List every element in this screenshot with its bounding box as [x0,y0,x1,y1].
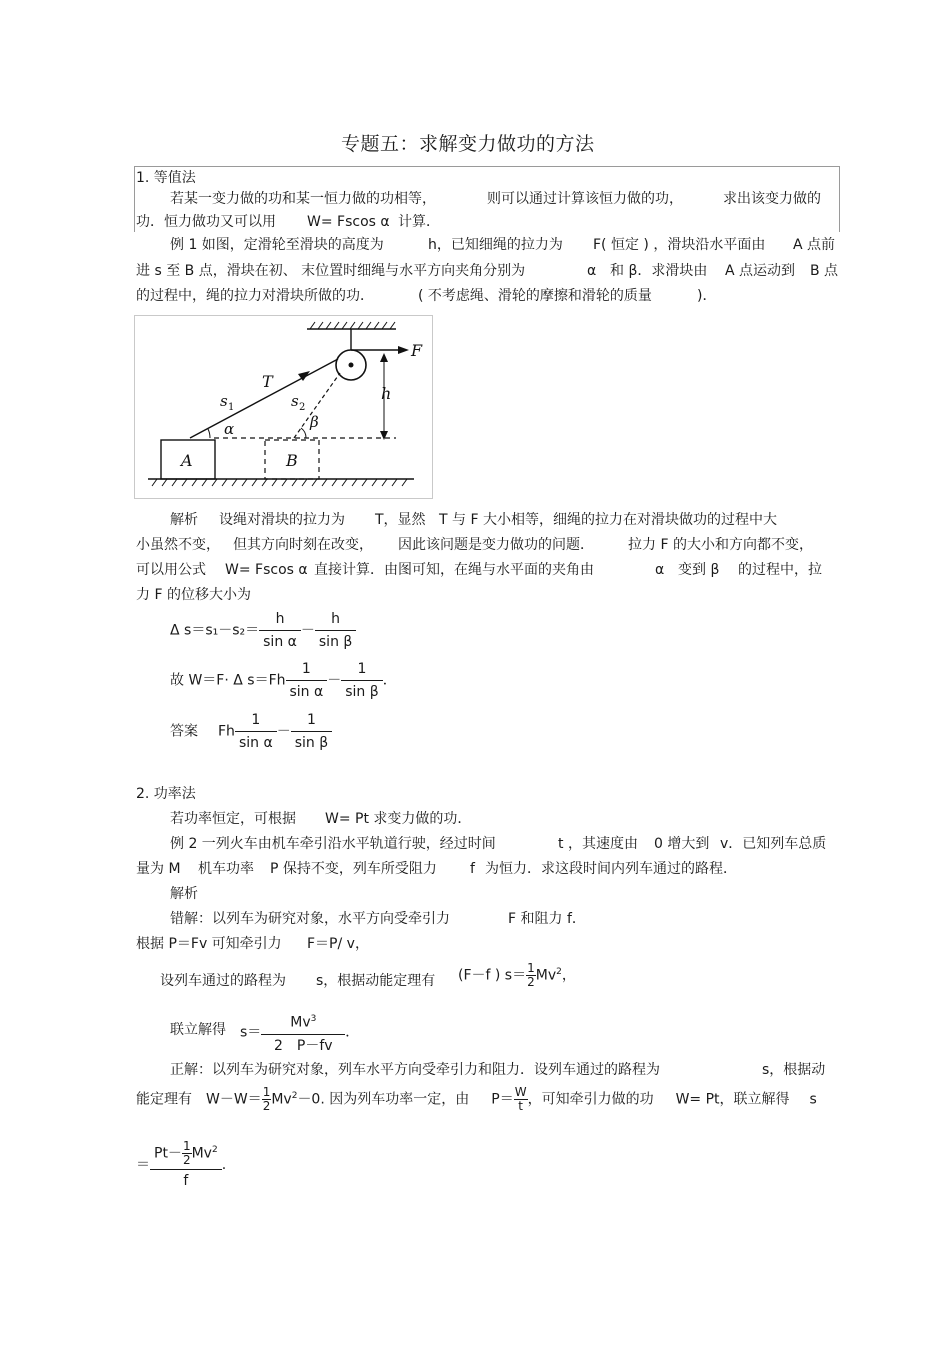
ans-frac2: $\frac{1}{\text{sin β}}$ [291,711,332,752]
sol1-i: 可以用公式 [136,562,206,578]
ex1-g: 和 β．求滑块由 [610,263,708,279]
wrong-f: s，根据动能定理有 [316,973,436,989]
s1-p1-d: 功．恒力做功又可以用 [136,214,276,230]
wrong-g-frac: $\frac{1}{2}$ [527,961,535,989]
label-F: F [411,341,423,360]
ex2-i: 为恒力．求这段时间内列车通过的路程． [485,861,737,877]
sol1-l: α [655,562,665,578]
wrong-a: 错解：以列车为研究对象，水平方向受牵引力 [170,911,450,927]
eq1-frac1: $\frac{h}{\text{sin α}}$ [259,610,301,651]
wrong-b: F 和阻力 f． [508,911,586,927]
ex2-e: 量为 M [136,861,181,877]
ex1-h: A 点运动到 [725,263,796,279]
wrong-d: F＝P/ v， [307,936,369,952]
box-top-line [134,166,840,167]
ex2-d: v．已知列车总质 [720,836,827,852]
sol1-f: 但其方向时刻在改变， [233,537,373,553]
final-inner-frac: $\frac{1}{2}$ [182,1139,191,1167]
right-d-frac: $\frac{1}{2}$ [262,1085,271,1113]
ex1-d: A 点前 [793,237,836,253]
ex1-j: 的过程中，绳的拉力对滑块所做的功． [136,288,374,304]
eq2: 故 W＝F· Δ s＝Fh $\frac{1}{\text{sin α}}$ － $\frac{1}{\text{sin β}}$ ． [170,661,397,700]
label-T: T [262,372,273,391]
eq1-lhs: Δ s＝s₁－s₂＝ [170,622,260,639]
sol1-n: 的过程中，拉 [738,562,822,578]
answer1: 答案 Fh $\frac{1}{\text{sin α}}$ － $\frac{1}{\text{sin β}}$ [170,711,332,752]
final-eq: ＝ Pt－ $\frac{1}{2}$ Mv$^2$ f . [136,1139,227,1189]
wrong-g-eq: (F－f ) s＝ $\frac{1}{2}$ Mv$^2$， [458,961,576,989]
sol1-g: 因此该问题是变力做功的问题． [398,537,594,553]
sol1-e: 小虽然不变， [136,537,220,553]
label-h: h [381,384,392,403]
wrong-c: 根据 P＝Fv 可知牵引力 [136,936,282,952]
ex2-h: f [470,861,475,877]
pulley-axle [349,363,354,368]
right-e-frac: $\frac{W}{t}$ [514,1085,527,1113]
eq2-frac1: $\frac{1}{\text{sin α}}$ [286,660,328,701]
label-B: B [286,451,298,470]
ex2-c: 0 增大到 [654,836,710,852]
right-b: s，根据动 [762,1062,826,1078]
label-beta: β [310,413,319,431]
box-left-line [134,166,135,232]
ex2-a: 例 2 一列火车由机车牵引沿水平轨道行驶，经过时间 [170,836,496,852]
s1-p1-e: W= Fscos α [307,214,390,230]
ex1-i: B 点 [810,263,839,279]
ex1-b: h，已知细绳的拉力为 [428,237,563,253]
ex1-a: 例 1 如图，定滑轮至滑块的高度为 [170,237,384,253]
label-s1: s [220,392,228,410]
label-s2: s [291,392,299,410]
s1-p1-a: 若某一变力做的功和某一恒力做的功相等， [170,191,436,207]
sol1-a: 解析 [170,512,198,528]
ex1-c: F( 恒定 ) ，滑块沿水平面由 [593,237,766,253]
s2-p1-b: W= Pt 求变力做的功． [325,811,472,827]
page-title: 专题五：求解变力做功的方法 [341,133,595,155]
sol1-h: 拉力 F 的大小和方向都不变， [628,537,813,553]
s1-p1-c: 求出该变力做的 [723,191,821,207]
section2-heading: 2. 功率法 [136,786,196,802]
sol1-j: W= Fscos α [225,562,308,578]
ans-frac1: $\frac{1}{\text{sin α}}$ [235,711,277,752]
eq1-frac2: $\frac{h}{\text{sin β}}$ [315,610,356,651]
eq2-frac2: $\frac{1}{\text{sin β}}$ [341,660,382,701]
pulley-figure [134,315,434,499]
s1-p1-b: 则可以通过计算该恒力做的功， [487,191,683,207]
ex2-g: P 保持不变，列车所受阻力 [270,861,437,877]
label-A: A [181,451,193,470]
wrong-h: 联立解得 [170,1022,226,1038]
sol1-o: 力 F 的位移大小为 [136,587,251,603]
sol1-d: T 与 F 大小相等，细绳的拉力在对滑块做功的过程中大 [439,512,777,528]
label-alpha: α [224,420,235,438]
ex1-e: 进 s 至 B 点，滑块在初、 末位置时细绳与水平方向夹角分别为 [136,263,526,279]
ex1-l: )． [697,288,717,304]
sol1-c: T，显然 [375,512,426,528]
s1-p1-f: 计算． [398,214,440,230]
eq1: Δ s＝s₁－s₂＝ $\frac{h}{\text{sin α}}$ － $\frac{h}{\text{sin β}}$ [170,610,356,651]
final-frac: Pt－ $\frac{1}{2}$ Mv$^2$ f [150,1140,222,1190]
section1-heading: 1. 等值法 [136,170,196,186]
ex2-f: 机车功率 [198,861,254,877]
box-right-line [839,166,840,232]
s2-p1-a: 若功率恒定，可根据 [170,811,296,827]
wrong-i-eq: s＝ $\frac{Mv^3}{2 P-fv}$ ． [240,1010,359,1055]
right-a: 正解：以列车为研究对象，列车水平方向受牵引力和阻力．设列车通过的路程为 [170,1062,660,1078]
label-s1-sub: 1 [228,402,235,413]
sol1-m: 变到 β [678,562,720,578]
ex2-b: t ，其速度由 [558,836,638,852]
sol2-label: 解析 [170,886,198,902]
answer1-label: 答案 [170,723,198,740]
right-eq-line: 能定理有 W－W＝ $\frac{1}{2}$ $Mv^2-0$. 因为列车功率一定，由 P＝ $\frac{W}{t}$ ，可知牵引力做的功 W= Pt，联立解得 s [136,1085,817,1113]
ex1-k: ( 不考虑绳、滑轮的摩擦和滑轮的质量 [418,288,652,304]
wrong-i-frac: $\frac{Mv^3}{2 P-fv}$ [261,1010,345,1055]
label-s2-sub: 2 [299,402,306,413]
eq2-lhs: 故 W＝F· Δ s＝Fh [170,672,286,689]
sol1-k: 直接计算．由图可知，在绳与水平面的夹角由 [314,562,594,578]
ex1-f: α [587,263,597,279]
wrong-e: 设列车通过的路程为 [160,973,286,989]
sol1-b: 设绳对滑块的拉力为 [219,512,345,528]
